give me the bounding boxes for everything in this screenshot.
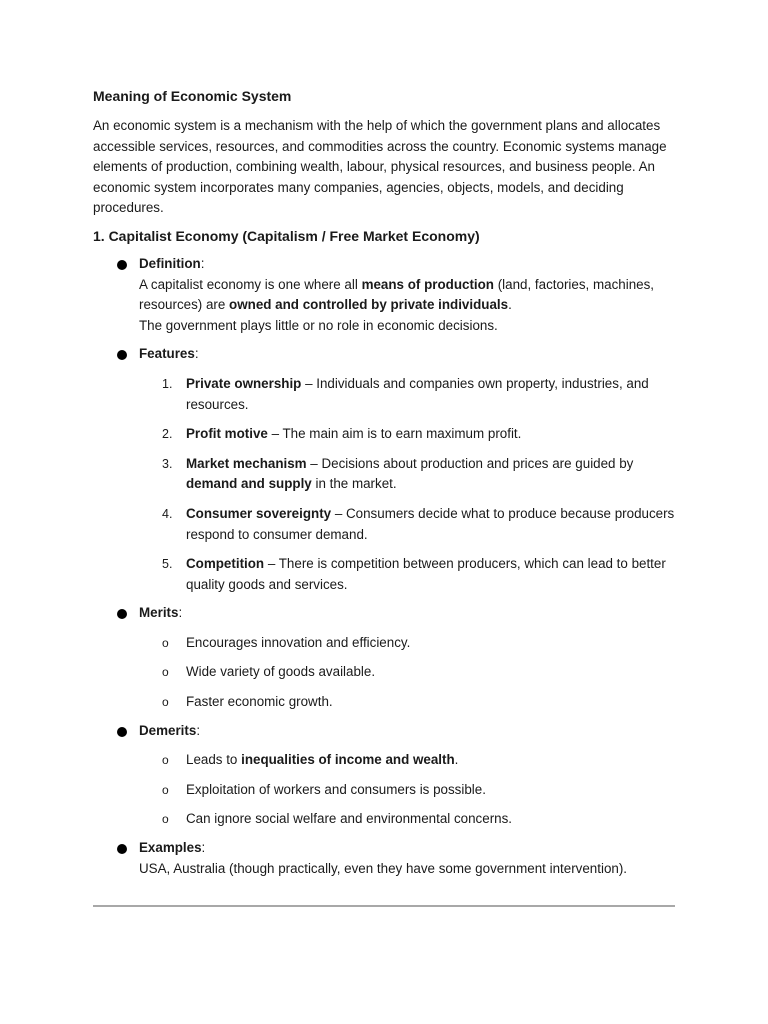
feature-name: Competition: [186, 556, 265, 572]
list-item: [162, 454, 675, 495]
list-item: [162, 554, 675, 595]
examples-colon: :: [201, 840, 206, 856]
feature-text: – Consumers decide what to produce because producers respond to consumer demand.: [186, 505, 675, 542]
page-title: Meaning of Economic System: [93, 88, 292, 104]
feature-text: – Individuals and companies own property, industries, and resources.: [186, 375, 649, 412]
definition-text-part: .: [508, 297, 512, 313]
list-item: [162, 809, 675, 830]
circle-bullet-icon: o: [162, 753, 169, 768]
list-item: [162, 692, 675, 713]
examples-heading: [139, 838, 675, 859]
merit-text: Wide variety of goods available.: [186, 664, 376, 680]
merit-text: Encourages innovation and efficiency.: [186, 634, 411, 650]
list-item: [162, 750, 675, 771]
feature-text: – There is competition between producers, which can lead to better quality goods and services.: [186, 556, 666, 592]
feature-name: Market mechanism: [186, 455, 307, 471]
document-page: [93, 86, 675, 879]
merit-text: Faster economic growth.: [186, 694, 333, 710]
definition-colon: :: [200, 255, 205, 271]
definition-text: [139, 275, 675, 316]
feature-name: Private ownership: [186, 375, 302, 391]
demerit-text: .: [454, 752, 459, 768]
definition-text-part: (land, factories, machines, resources) are: [139, 276, 655, 313]
list-item: [162, 424, 675, 445]
demerits-label: Demerits: [139, 722, 197, 738]
bullet-icon: [117, 844, 127, 854]
demerits-heading: [139, 721, 675, 742]
features-heading: [139, 344, 675, 365]
definition-bold-part: owned and controlled by private individuals: [229, 297, 509, 313]
circle-bullet-icon: o: [162, 812, 169, 827]
list-number: 1.: [162, 376, 173, 391]
definition-heading: [139, 254, 675, 275]
intro-paragraph: An economic system is a mechanism with the help of which the government plans and allocates accessible services, resources, and commodities across the country. Economic systems manage elements of production, combining wealth, labour, physical resources, and business people. An economic system incorporates many companies, agencies, objects, models, and deciding procedures.: [93, 118, 667, 216]
features-list: [93, 374, 675, 595]
demerits-colon: :: [196, 722, 201, 738]
demerit-text: Exploitation of workers and consumers is possible.: [186, 781, 486, 797]
merits-heading: [139, 603, 675, 624]
merits-label: Merits: [139, 605, 179, 621]
list-number: 3.: [162, 456, 173, 471]
feature-text: – Decisions about production and prices are guided by: [306, 455, 634, 471]
merits-list: [93, 633, 675, 713]
list-item: [162, 504, 675, 545]
definition-block: [93, 254, 675, 336]
list-number: 4.: [162, 506, 173, 521]
definition-label: Definition: [139, 255, 201, 271]
definition-text-line2: The government plays little or no role in economic decisions.: [139, 317, 498, 333]
list-item: [162, 662, 675, 683]
feature-text: in the market.: [311, 476, 397, 492]
demerits-list: [93, 750, 675, 830]
feature-text: – The main aim is to earn maximum profit.: [267, 426, 522, 442]
features-block: [93, 344, 675, 595]
examples-text: USA, Australia (though practically, even they have some government intervention).: [139, 860, 628, 876]
bullet-icon: [117, 727, 127, 737]
features-colon: :: [194, 346, 199, 362]
bullet-icon: [117, 260, 127, 270]
horizontal-divider: [93, 905, 675, 907]
section-heading: 1. Capitalist Economy (Capitalism / Free Market Economy): [93, 227, 480, 244]
feature-bold-text: demand and supply: [186, 476, 312, 492]
list-number: 2.: [162, 427, 173, 442]
list-item: [162, 374, 675, 415]
definition-bold-part: means of production: [361, 276, 494, 292]
demerit-text: Can ignore social welfare and environmental concerns.: [186, 811, 513, 827]
features-label: Features: [139, 346, 195, 362]
merits-block: [93, 603, 675, 712]
examples-label: Examples: [139, 840, 202, 856]
definition-text-part: A capitalist economy is one where all: [139, 276, 362, 292]
bullet-icon: [117, 609, 127, 619]
bullet-icon: [117, 350, 127, 360]
list-item: [162, 780, 675, 801]
list-item: [162, 633, 675, 654]
examples-block: [93, 838, 675, 879]
circle-bullet-icon: o: [162, 635, 169, 650]
circle-bullet-icon: o: [162, 695, 169, 710]
demerits-block: [93, 721, 675, 830]
circle-bullet-icon: o: [162, 665, 169, 680]
demerit-text: Leads to: [186, 752, 242, 768]
merits-colon: :: [178, 605, 183, 621]
list-number: 5.: [162, 557, 173, 572]
feature-name: Consumer sovereignty: [186, 505, 332, 521]
circle-bullet-icon: o: [162, 782, 169, 797]
demerit-bold-text: inequalities of income and wealth: [241, 752, 455, 768]
feature-name: Profit motive: [186, 426, 268, 442]
